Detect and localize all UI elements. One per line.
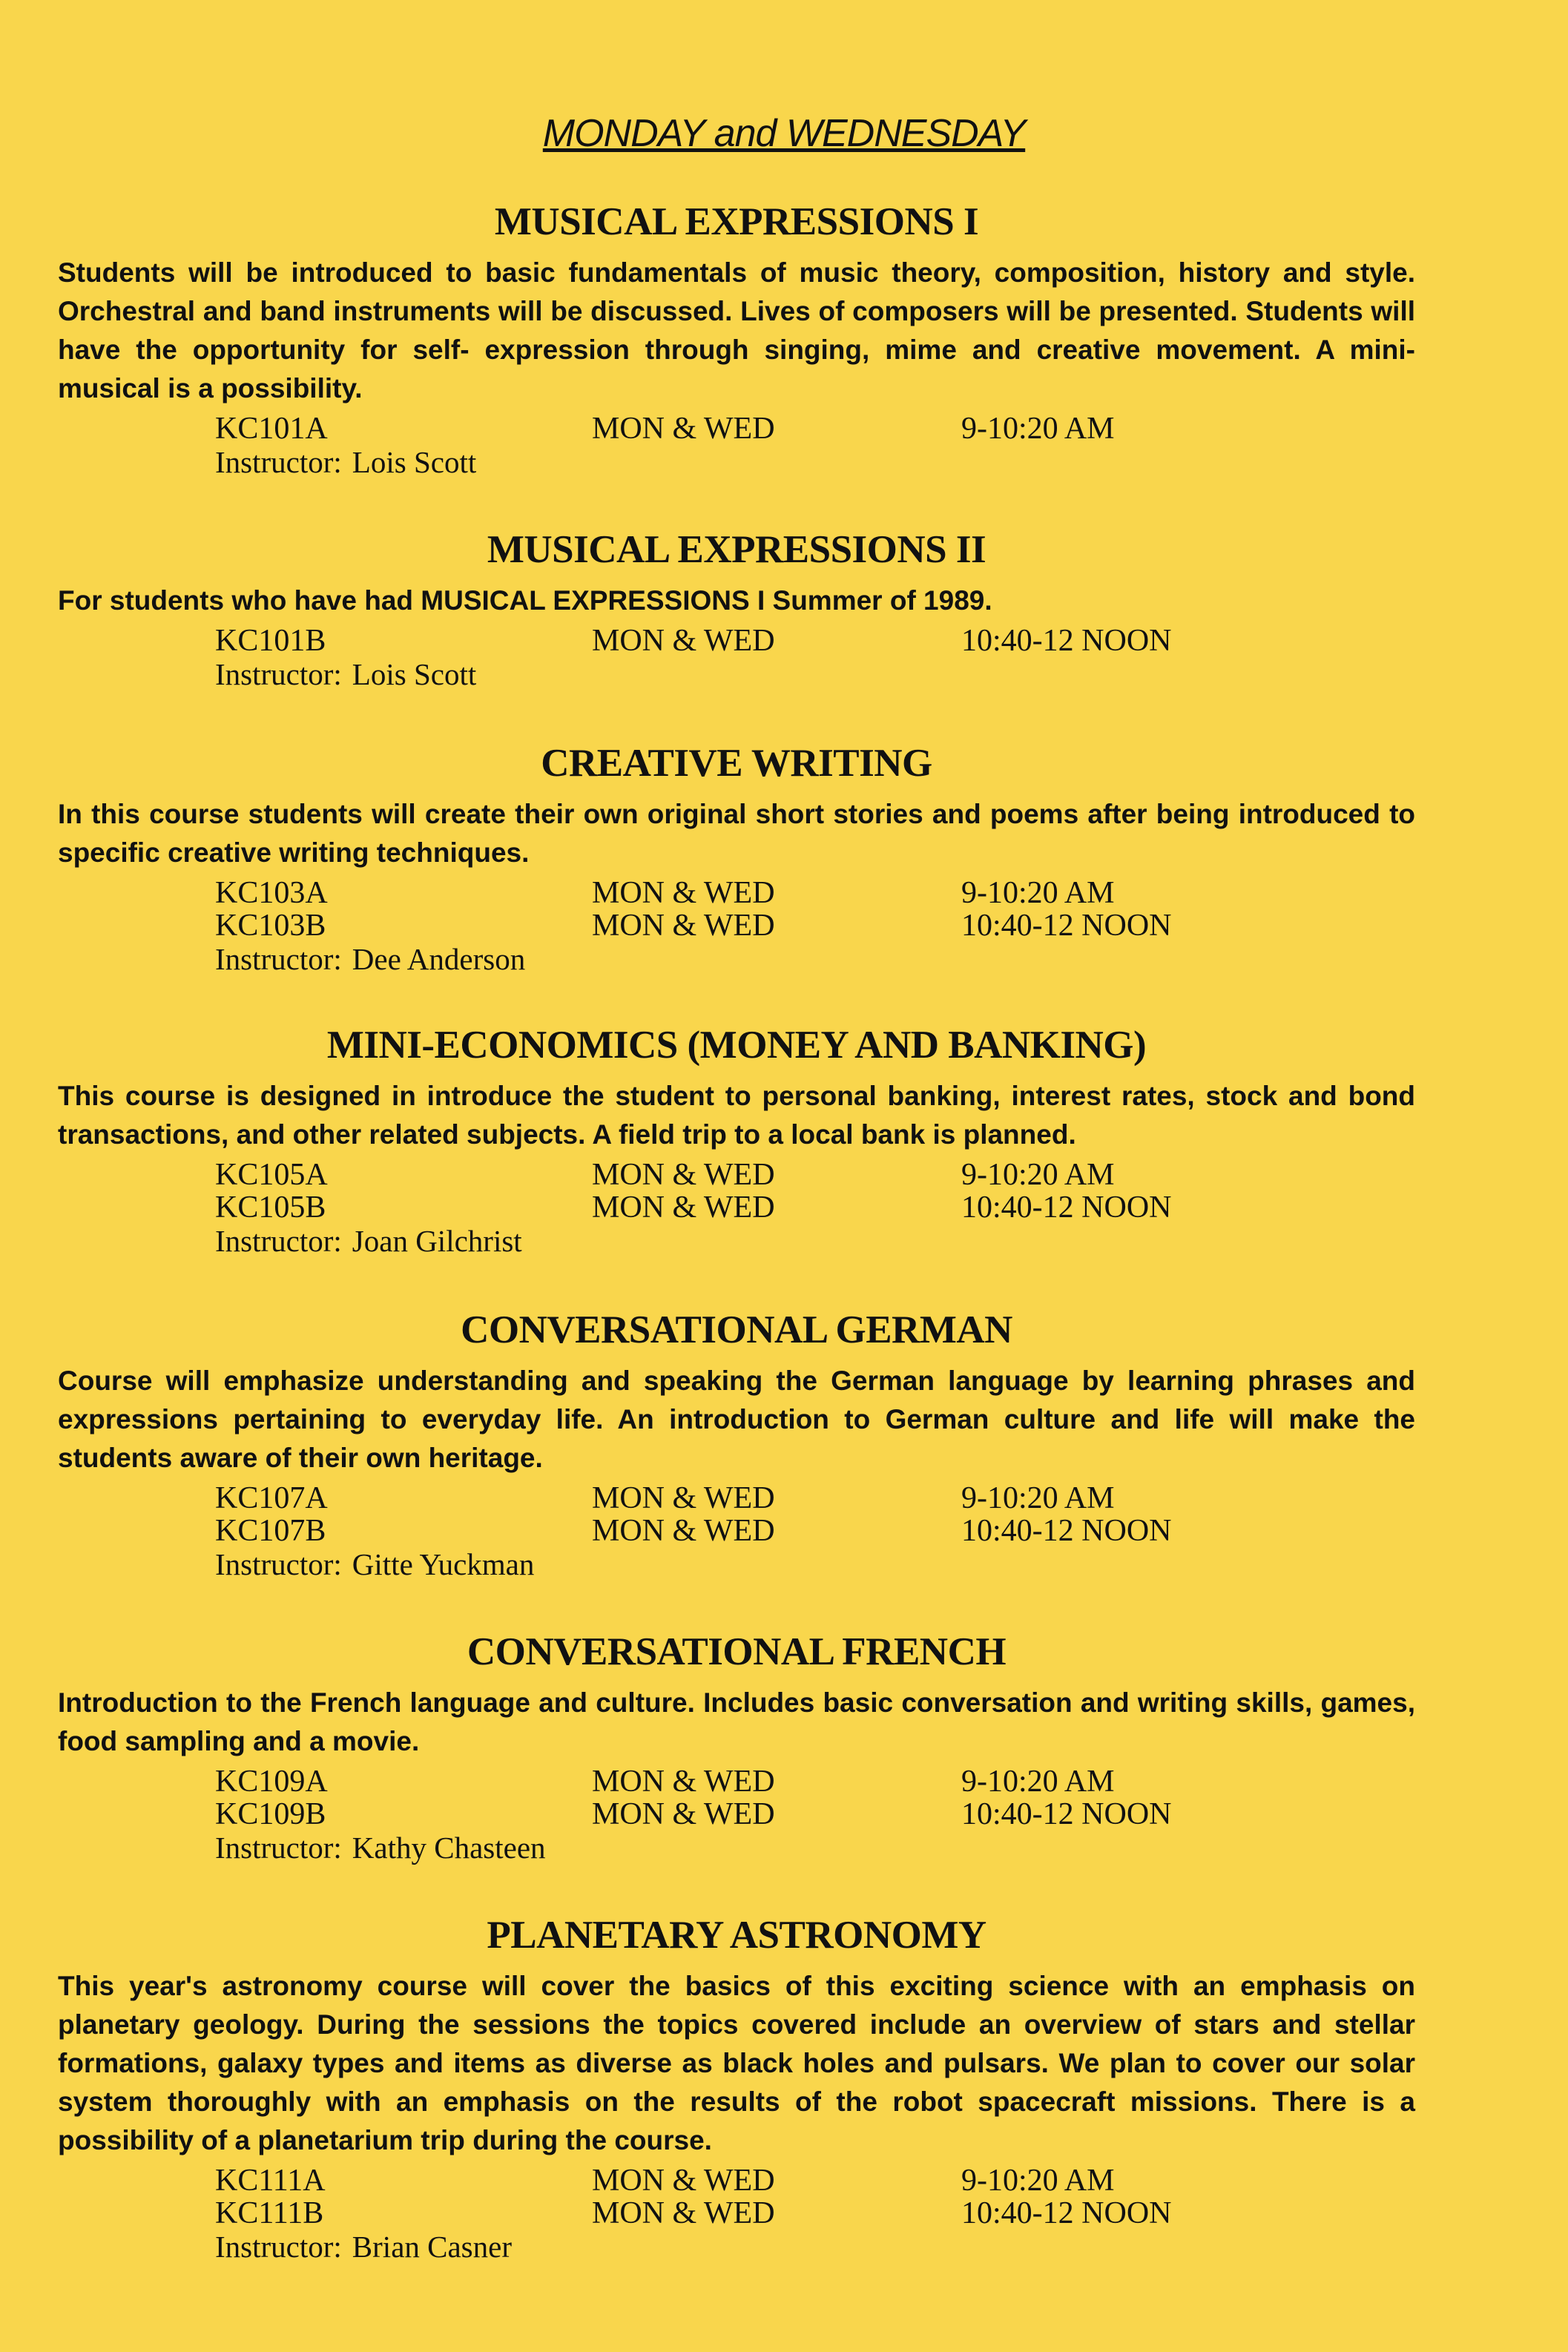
section-code: KC105B: [215, 1190, 326, 1225]
course-description: For students who have had MUSICAL EXPRESSIONS I Summer of 1989.: [58, 585, 992, 616]
section-days: MON & WED: [592, 876, 775, 910]
instructor-name: Kathy Chasteen: [352, 1831, 546, 1865]
section-days: MON & WED: [592, 909, 775, 943]
section-time: 10:40-12 NOON: [961, 1797, 1172, 1831]
instructor-row: [215, 2230, 1415, 2264]
section-days: MON & WED: [592, 1158, 775, 1192]
section-list: [215, 1482, 1415, 1581]
course-planetary-astronomy: [58, 1912, 1415, 2264]
instructor-name: Brian Casner: [352, 2230, 512, 2264]
course-title: CONVERSATIONAL FRENCH: [467, 1630, 1007, 1673]
section-days: MON & WED: [592, 2164, 775, 2198]
instructor-label: Instructor:: [215, 942, 342, 976]
instructor-row: [215, 445, 1415, 479]
section-row: [215, 412, 1415, 445]
instructor-row: [215, 1547, 1415, 1581]
section-list: [215, 1159, 1415, 1258]
instructor-row: [215, 1224, 1415, 1258]
course-title: CREATIVE WRITING: [541, 742, 932, 785]
section-row: [215, 1515, 1415, 1547]
section-code: KC103B: [215, 909, 326, 943]
section-row: [215, 1482, 1415, 1515]
section-days: MON & WED: [592, 1765, 775, 1799]
section-time: 9-10:20 AM: [961, 1765, 1115, 1799]
course-conversational-german: [58, 1307, 1415, 1581]
section-row: [215, 2164, 1415, 2197]
course-conversational-french: [58, 1629, 1415, 1865]
instructor-label: Instructor:: [215, 1831, 342, 1865]
course-description: Course will emphasize understanding and speaking the German language by learning phrases and expressions pertaining to everyday life. An introduction to German culture and life will make the students aware of their own heritage.: [58, 1366, 1415, 1473]
section-code: KC103A: [215, 876, 328, 910]
section-time: 9-10:20 AM: [961, 412, 1115, 446]
instructor-label: Instructor:: [215, 657, 342, 691]
section-list: [215, 2164, 1415, 2264]
instructor-name: Lois Scott: [352, 445, 477, 479]
section-time: 10:40-12 NOON: [961, 1514, 1172, 1548]
course-description: Introduction to the French language and culture. Includes basic conversation and writing skills, games, food sampling and a movie.: [58, 1687, 1415, 1756]
section-row: [215, 625, 1415, 657]
instructor-name: Joan Gilchrist: [352, 1224, 522, 1258]
section-row: [215, 1765, 1415, 1798]
section-code: KC101B: [215, 624, 326, 658]
section-time: 10:40-12 NOON: [961, 1190, 1172, 1225]
section-row: [215, 909, 1415, 942]
section-days: MON & WED: [592, 1797, 775, 1831]
instructor-row: [215, 942, 1415, 976]
section-code: KC111A: [215, 2164, 326, 2198]
section-days: MON & WED: [592, 412, 775, 446]
course-title: MUSICAL EXPRESSIONS I: [494, 200, 979, 243]
instructor-label: Instructor:: [215, 445, 342, 479]
course-creative-writing: [58, 740, 1415, 976]
instructor-name: Gitte Yuckman: [352, 1547, 535, 1581]
section-row: [215, 1798, 1415, 1831]
section-code: KC105A: [215, 1158, 328, 1192]
day-header: MONDAY and WEDNESDAY: [542, 112, 1026, 155]
course-description: Students will be introduced to basic fundamentals of music theory, composition, history and style. Orchestral and band instruments will be discussed. Lives of composers will be presented. Students will have the opportunity for self- expression through singing, mime and creative movement. A mini- musical is a possibility.: [58, 257, 1415, 403]
section-row: [215, 2197, 1415, 2230]
section-code: KC107A: [215, 1481, 328, 1515]
section-list: [215, 877, 1415, 976]
section-time: 10:40-12 NOON: [961, 624, 1172, 658]
section-row: [215, 1191, 1415, 1224]
section-code: KC107B: [215, 1514, 326, 1548]
instructor-name: Dee Anderson: [352, 942, 526, 976]
section-days: MON & WED: [592, 624, 775, 658]
section-time: 10:40-12 NOON: [961, 909, 1172, 943]
course-description: This year's astronomy course will cover the basics of this exciting science with an emphasis on planetary geology. During the sessions the topics covered include an overview of stars and stellar formations, galaxy types and items as diverse as black holes and pulsars. We plan to cover our solar system thoroughly with an emphasis on the results of the robot spacecraft missions. There is a possibility of a planetarium trip during the course.: [58, 1971, 1415, 2155]
section-list: [215, 1765, 1415, 1865]
course-title: CONVERSATIONAL GERMAN: [461, 1308, 1012, 1351]
section-time: 9-10:20 AM: [961, 1158, 1115, 1192]
section-days: MON & WED: [592, 1190, 775, 1225]
instructor-label: Instructor:: [215, 2230, 342, 2264]
section-code: KC109A: [215, 1765, 328, 1799]
instructor-row: [215, 1831, 1415, 1865]
section-days: MON & WED: [592, 2196, 775, 2230]
course-mini-economics: [58, 1022, 1415, 1258]
course-description: This course is designed in introduce the student to personal banking, interest rates, stock and bond transactions, and other related subjects. A field trip to a local bank is planned.: [58, 1081, 1415, 1150]
section-code: KC111B: [215, 2196, 324, 2230]
course-description: In this course students will create their own original short stories and poems after being introduced to specific creative writing techniques.: [58, 799, 1415, 868]
course-title: PLANETARY ASTRONOMY: [487, 1914, 986, 1957]
instructor-row: [215, 657, 1415, 691]
course-title: MINI-ECONOMICS (MONEY AND BANKING): [326, 1024, 1147, 1067]
instructor-name: Lois Scott: [352, 657, 477, 691]
section-time: 10:40-12 NOON: [961, 2196, 1172, 2230]
instructor-label: Instructor:: [215, 1224, 342, 1258]
section-code: KC109B: [215, 1797, 326, 1831]
section-row: [215, 877, 1415, 909]
section-time: 9-10:20 AM: [961, 2164, 1115, 2198]
course-musical-expressions-1: [58, 199, 1415, 479]
section-time: 9-10:20 AM: [961, 1481, 1115, 1515]
course-title: MUSICAL EXPRESSIONS II: [487, 528, 986, 571]
section-days: MON & WED: [592, 1481, 775, 1515]
section-row: [215, 1159, 1415, 1191]
section-days: MON & WED: [592, 1514, 775, 1548]
section-code: KC101A: [215, 412, 328, 446]
section-time: 9-10:20 AM: [961, 876, 1115, 910]
course-musical-expressions-2: [58, 527, 1415, 691]
section-list: [215, 625, 1415, 691]
section-list: [215, 412, 1415, 479]
instructor-label: Instructor:: [215, 1547, 342, 1581]
